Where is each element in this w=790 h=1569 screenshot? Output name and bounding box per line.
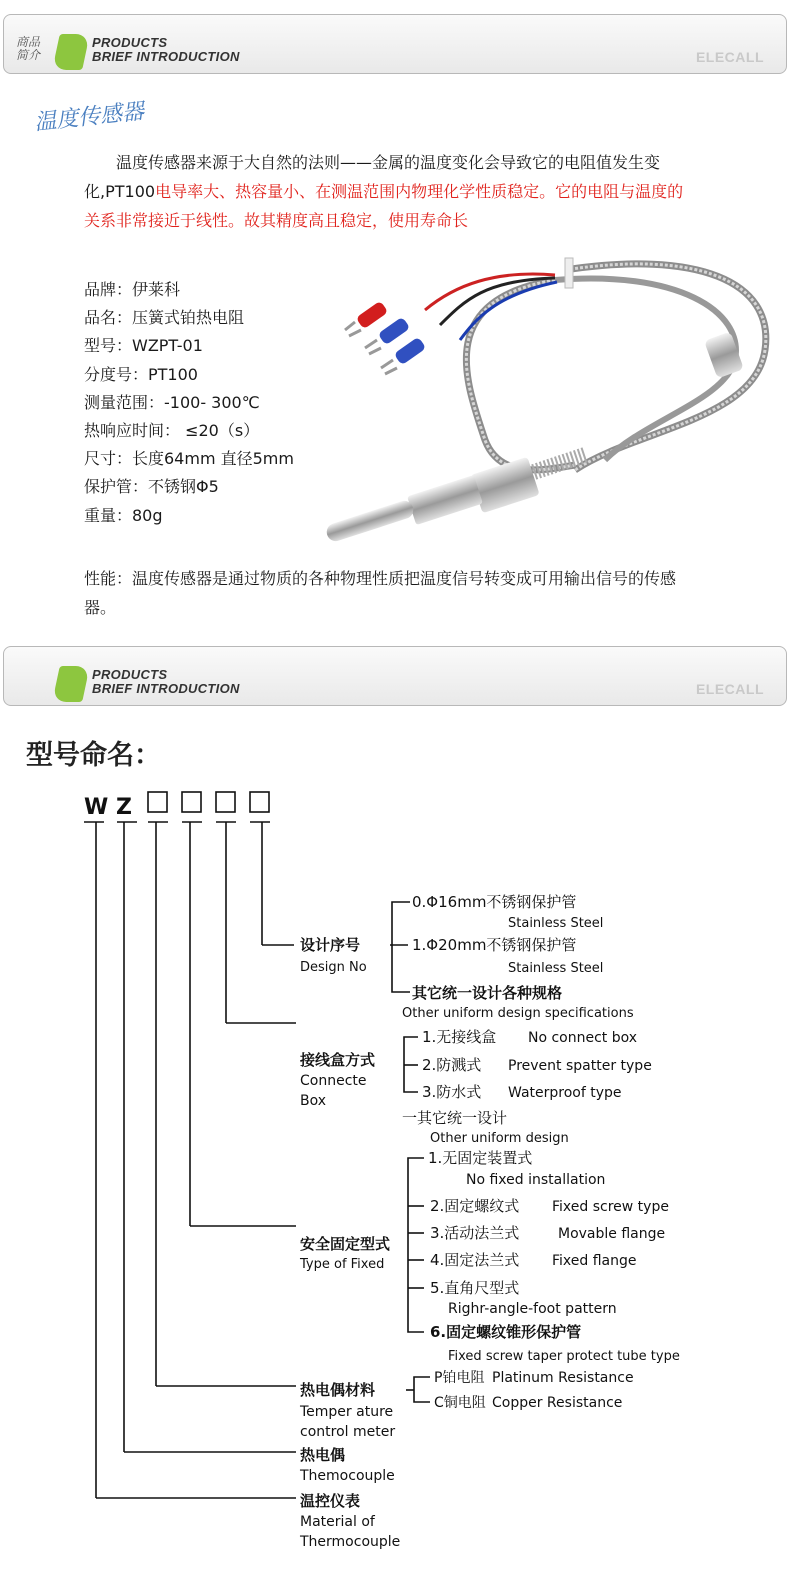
spec-model: 型号：WZPT-01 (84, 336, 203, 356)
box-opt1-cn: 1.无接线盒 (422, 1028, 497, 1046)
box-opt2-cn: 2.防溅式 (422, 1056, 482, 1074)
performance-paragraph: 性能：温度传感器是通过物质的各种物理性质把温度信号转变成可用输出信号的传感器。 (84, 569, 677, 617)
banner-en-line2: BRIEF INTRODUCTION (92, 681, 240, 696)
banner-en-line2: BRIEF INTRODUCTION (92, 49, 240, 64)
material-label-cn: 热电偶材料 (300, 1381, 376, 1399)
section-banner (3, 14, 787, 74)
material-opt2-en: Copper Resistance (492, 1395, 623, 1411)
spec-list (84, 276, 294, 530)
fixed-opt3-en: Movable flange (558, 1226, 666, 1242)
banner-en-label (92, 36, 240, 64)
design-opt1: 1.Φ20mm不锈钢保护管 (412, 936, 577, 954)
meter-label-en1: Material of (300, 1514, 375, 1530)
leaf-logo-icon (52, 34, 90, 70)
thermo-label-en: Themocouple (300, 1468, 395, 1484)
banner-en-line1: PRODUCTS (92, 35, 168, 50)
section-title: 温度传感器 (33, 99, 146, 136)
fixed-opt6: 6.固定螺纹锥形保护管 (430, 1323, 582, 1341)
meter-label-cn: 温控仪表 (300, 1492, 361, 1510)
banner-cn-line2: 简介 (16, 48, 41, 62)
box-opt3-cn: 3.防水式 (422, 1083, 482, 1101)
code-z: Z (116, 795, 132, 820)
banner-en-label (92, 668, 240, 696)
fixed-opt4-en: Fixed flange (552, 1253, 637, 1269)
sensor-product-image (315, 240, 775, 560)
fixed-opt5: 5.直角尺型式 (430, 1279, 520, 1297)
material-opt1-en: Platinum Resistance (492, 1370, 634, 1386)
box-opt1-en: No connect box (528, 1030, 638, 1046)
design-label-en: Design No (300, 960, 367, 975)
box-label-en1: Connecte (300, 1073, 367, 1089)
spec-range: 测量范围：-100- 300℃ (84, 392, 260, 412)
fixed-opt1-en: No fixed installation (466, 1172, 606, 1188)
intro-paragraph (84, 148, 689, 235)
fixed-label-cn: 安全固定型式 (300, 1235, 391, 1253)
fixed-opt2-cn: 2.固定螺纹式 (430, 1197, 520, 1215)
box-label-en2: Box (300, 1093, 327, 1109)
spec-response-time: 热响应时间： ≤20（s） (84, 421, 260, 441)
spec-size: 尺寸：长度64mm 直径5mm (84, 449, 294, 469)
intro-text: 温度传感器来源于大自然的法则——金属的温度变化会导致它的电阻值发生变化,PT100 (84, 153, 661, 201)
spec-weight: 重量：80g (84, 505, 163, 525)
section-banner-2 (3, 646, 787, 706)
banner-en-line1: PRODUCTS (92, 667, 168, 682)
spec-brand: 品牌：伊莱科 (84, 280, 181, 299)
fixed-opt5-en: Righr-angle-foot pattern (448, 1301, 617, 1317)
box-opt4: 一其它统一设计 (402, 1109, 508, 1127)
leaf-logo-icon (52, 666, 90, 702)
fixed-opt3-cn: 3.活动法兰式 (430, 1224, 520, 1242)
fixed-opt6-en: Fixed screw taper protect tube type (448, 1349, 680, 1364)
design-opt2-en: Other uniform design specifications (402, 1006, 634, 1021)
thermo-label-cn: 热电偶 (300, 1446, 346, 1464)
fixed-opt2-en: Fixed screw type (552, 1199, 669, 1215)
spec-tube: 保护管：不锈钢Φ5 (84, 477, 219, 497)
intro-highlight: 电导率大、热容量小、在测温范围内物理化学性质稳定。它的电阻与温度的关系非常接近于线性。故其精度高且稳定，使用寿命长 (84, 182, 684, 230)
design-label-cn: 设计序号 (300, 936, 361, 954)
model-naming-title: 型号命名： (26, 740, 161, 771)
design-opt2: 其它统一设计各种规格 (412, 984, 563, 1002)
brand-watermark: ELECALL (695, 49, 764, 65)
box-opt4-en: Other uniform design (430, 1131, 569, 1146)
fixed-opt4-cn: 4.固定法兰式 (430, 1251, 520, 1269)
brand-watermark: ELECALL (695, 681, 764, 697)
material-opt1-cn: P铂电阻 (434, 1370, 485, 1386)
spec-product-name: 品名：压簧式铂热电阻 (84, 308, 245, 328)
code-w: W (84, 795, 109, 820)
material-label-en2: control meter (300, 1424, 396, 1440)
fixed-opt1: 1.无固定装置式 (428, 1149, 533, 1167)
design-opt1-en: Stainless Steel (508, 961, 604, 976)
banner-cn-label (16, 36, 40, 62)
box-label-cn: 接线盒方式 (300, 1051, 376, 1069)
material-opt2-cn: C铜电阻 (434, 1395, 486, 1411)
banner-cn-line1: 商品 (16, 35, 41, 49)
material-label-en1: Temper ature (300, 1404, 394, 1420)
model-naming-diagram (0, 780, 790, 1569)
box-opt2-en: Prevent spatter type (508, 1058, 652, 1074)
design-opt0-en: Stainless Steel (508, 916, 604, 931)
box-opt3-en: Waterproof type (508, 1085, 622, 1101)
fixed-label-en: Type of Fixed (300, 1257, 385, 1272)
meter-label-en2: Thermocouple (300, 1534, 401, 1550)
design-opt0: 0.Φ16mm不锈钢保护管 (412, 893, 577, 911)
spec-graduation: 分度号：PT100 (84, 364, 198, 384)
